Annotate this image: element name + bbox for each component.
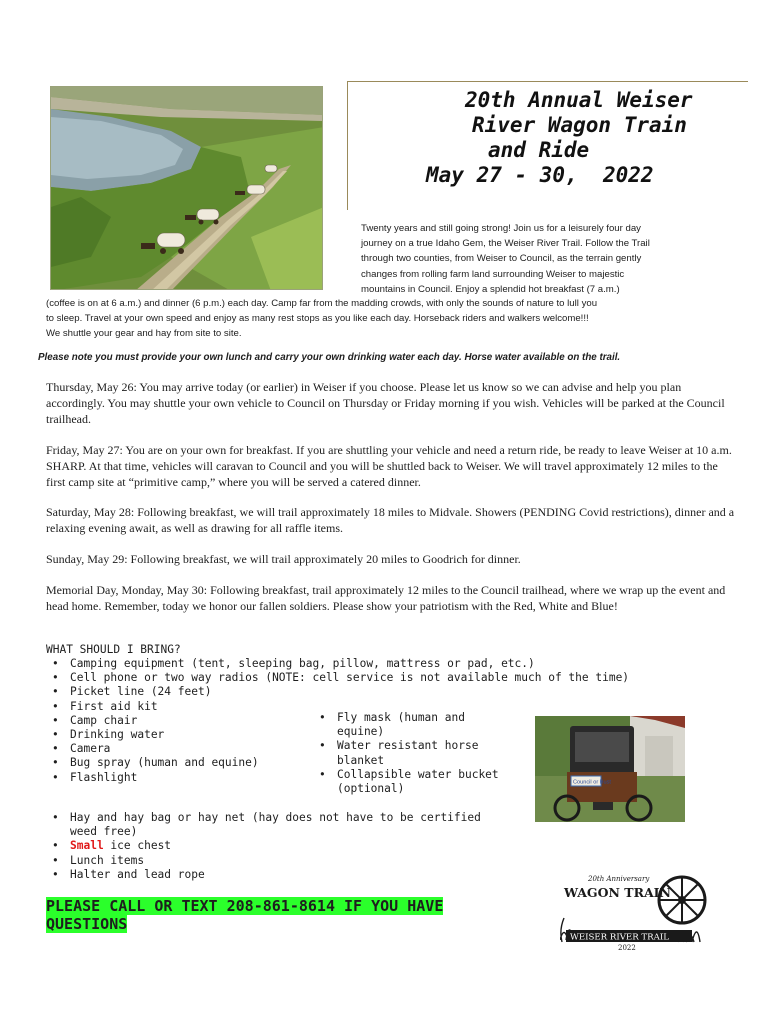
intro-paragraph-bottom	[46, 296, 736, 342]
list-item: • Cell phone or two way radios (NOTE: cell service is not available much of the time)	[46, 671, 686, 685]
wagon-train-logo-art	[560, 870, 710, 952]
list-item: • Water resistant horse blanket	[313, 739, 513, 767]
title-box	[347, 81, 748, 210]
intro-paragraph-top	[361, 221, 731, 297]
wagon-cart-photo-art	[535, 716, 685, 822]
river-wagon-photo-art	[51, 87, 323, 290]
bring-heading: WHAT SHOULD I BRING?	[46, 643, 181, 656]
list-item: • Hay and hay bag or hay net (hay does not have to be certified weed free)	[46, 811, 486, 839]
ice-chest-label: ice chest	[103, 839, 172, 853]
logo-year: 2022	[618, 944, 636, 952]
list-item: • Camera	[46, 742, 696, 756]
list-item: • Fly mask (human and equine)	[313, 711, 513, 739]
intro-line: mountains in Council. Enjoy a splendid hot breakfast (7 a.m.)	[361, 283, 620, 295]
list-item: • First aid kit	[46, 700, 696, 714]
day-friday: Friday, May 27: You are on your own for breakfast. If you are shuttling your vehicle and need a return ride, be ready to leave Weiser at 10 a.m. SHARP. At that time, vehicles will caravan to Council and you will be shuttled back to Weiser. We will travel approximately 12 miles to the first camp site at “primitive camp,” where you will be served a catered dinner.	[46, 443, 732, 489]
river-wagon-photo	[50, 86, 323, 290]
list-item: • Camp chair	[46, 714, 696, 728]
contact-callout	[46, 897, 526, 933]
day-monday: Memorial Day, Monday, May 30: Following breakfast, trail approximately 12 miles to the Council trailhead, where we wrap up the event and head home. Remember, today we honor our fallen soldiers. Please show your patriotism with the Red, White and Blue!	[46, 583, 726, 613]
bring-list-horse	[313, 711, 513, 796]
list-item: • Drinking water	[46, 728, 696, 742]
intro-line: changes from rolling farm land surrounding Weiser to majestic	[361, 268, 625, 280]
wagon-cart-photo	[535, 716, 685, 822]
wagon-train-logo	[560, 870, 710, 952]
logo-weiser-river-trail: WEISER RIVER TRAIL	[570, 932, 669, 943]
list-item: • Lunch items	[46, 854, 486, 868]
list-item: • Flashlight	[46, 771, 696, 785]
intro-line: Twenty years and still going strong! Join us for a leisurely four day	[361, 223, 641, 234]
list-item	[46, 839, 486, 853]
title-line-3: and Ride	[488, 138, 590, 162]
cart-sign-text: Council or Bust	[573, 779, 611, 786]
bring-list-extra	[46, 811, 486, 882]
ice-chest-emphasis: Small	[70, 839, 104, 853]
contact-callout-text: PLEASE CALL OR TEXT 208-861-8614 IF YOU HAVE QUESTIONS	[46, 897, 444, 933]
title-line-1: 20th Annual Weiser	[465, 88, 693, 112]
intro-line: We shuttle your gear and hay from site to site.	[46, 328, 242, 340]
intro-line: journey on a true Idaho Gem, the Weiser River Trail. Follow the Trail	[361, 238, 650, 250]
logo-wagon-train: WAGON TRAIN	[564, 885, 671, 900]
list-item: • Collapsible water bucket (optional)	[313, 768, 513, 796]
lunch-water-note: Please note you must provide your own lunch and carry your own drinking water each day. Horse water available on the trail.	[38, 352, 621, 363]
intro-line: (coffee is on at 6 a.m.) and dinner (6 p.m.) each day. Camp far from the madding crowds, with only the sounds of nature to lull you	[46, 298, 598, 309]
title-line-2: River Wagon Train	[472, 113, 687, 137]
list-item: • Picket line (24 feet)	[46, 685, 696, 699]
list-item: • Halter and lead rope	[46, 868, 486, 882]
intro-line: to sleep. Travel at your own speed and enjoy as many rest stops as you like each day. Horseback riders and walkers welcome!!!	[46, 313, 589, 325]
list-item: • Camping equipment (tent, sleeping bag, pillow, mattress or pad, etc.)	[46, 657, 696, 671]
day-sunday: Sunday, May 29: Following breakfast, we will trail approximately 20 miles to Goodrich for dinner.	[46, 552, 521, 566]
page-title	[348, 88, 749, 188]
list-item: • Bug spray (human and equine)	[46, 756, 696, 770]
intro-line: through two counties, from Weiser to Council, as the terrain gently	[361, 253, 642, 265]
logo-anniversary: 20th Anniversary	[588, 875, 650, 883]
day-thursday: Thursday, May 26: You may arrive today (or earlier) in Weiser if you choose. Please let us know so we can advise and help you plan accordingly. You may shuttle your own vehicle to Council on Thursday or Friday morning if you wish. Vehicles will be parked at the Council trailhead.	[46, 380, 725, 426]
title-line-4: May 27 - 30, 2022	[426, 163, 654, 187]
day-saturday: Saturday, May 28: Following breakfast, we will trail approximately 18 miles to Midvale. Showers (PENDING Covid restrictions), dinner and a relaxing evening await, as well as drawing for all raffle items.	[46, 505, 735, 535]
